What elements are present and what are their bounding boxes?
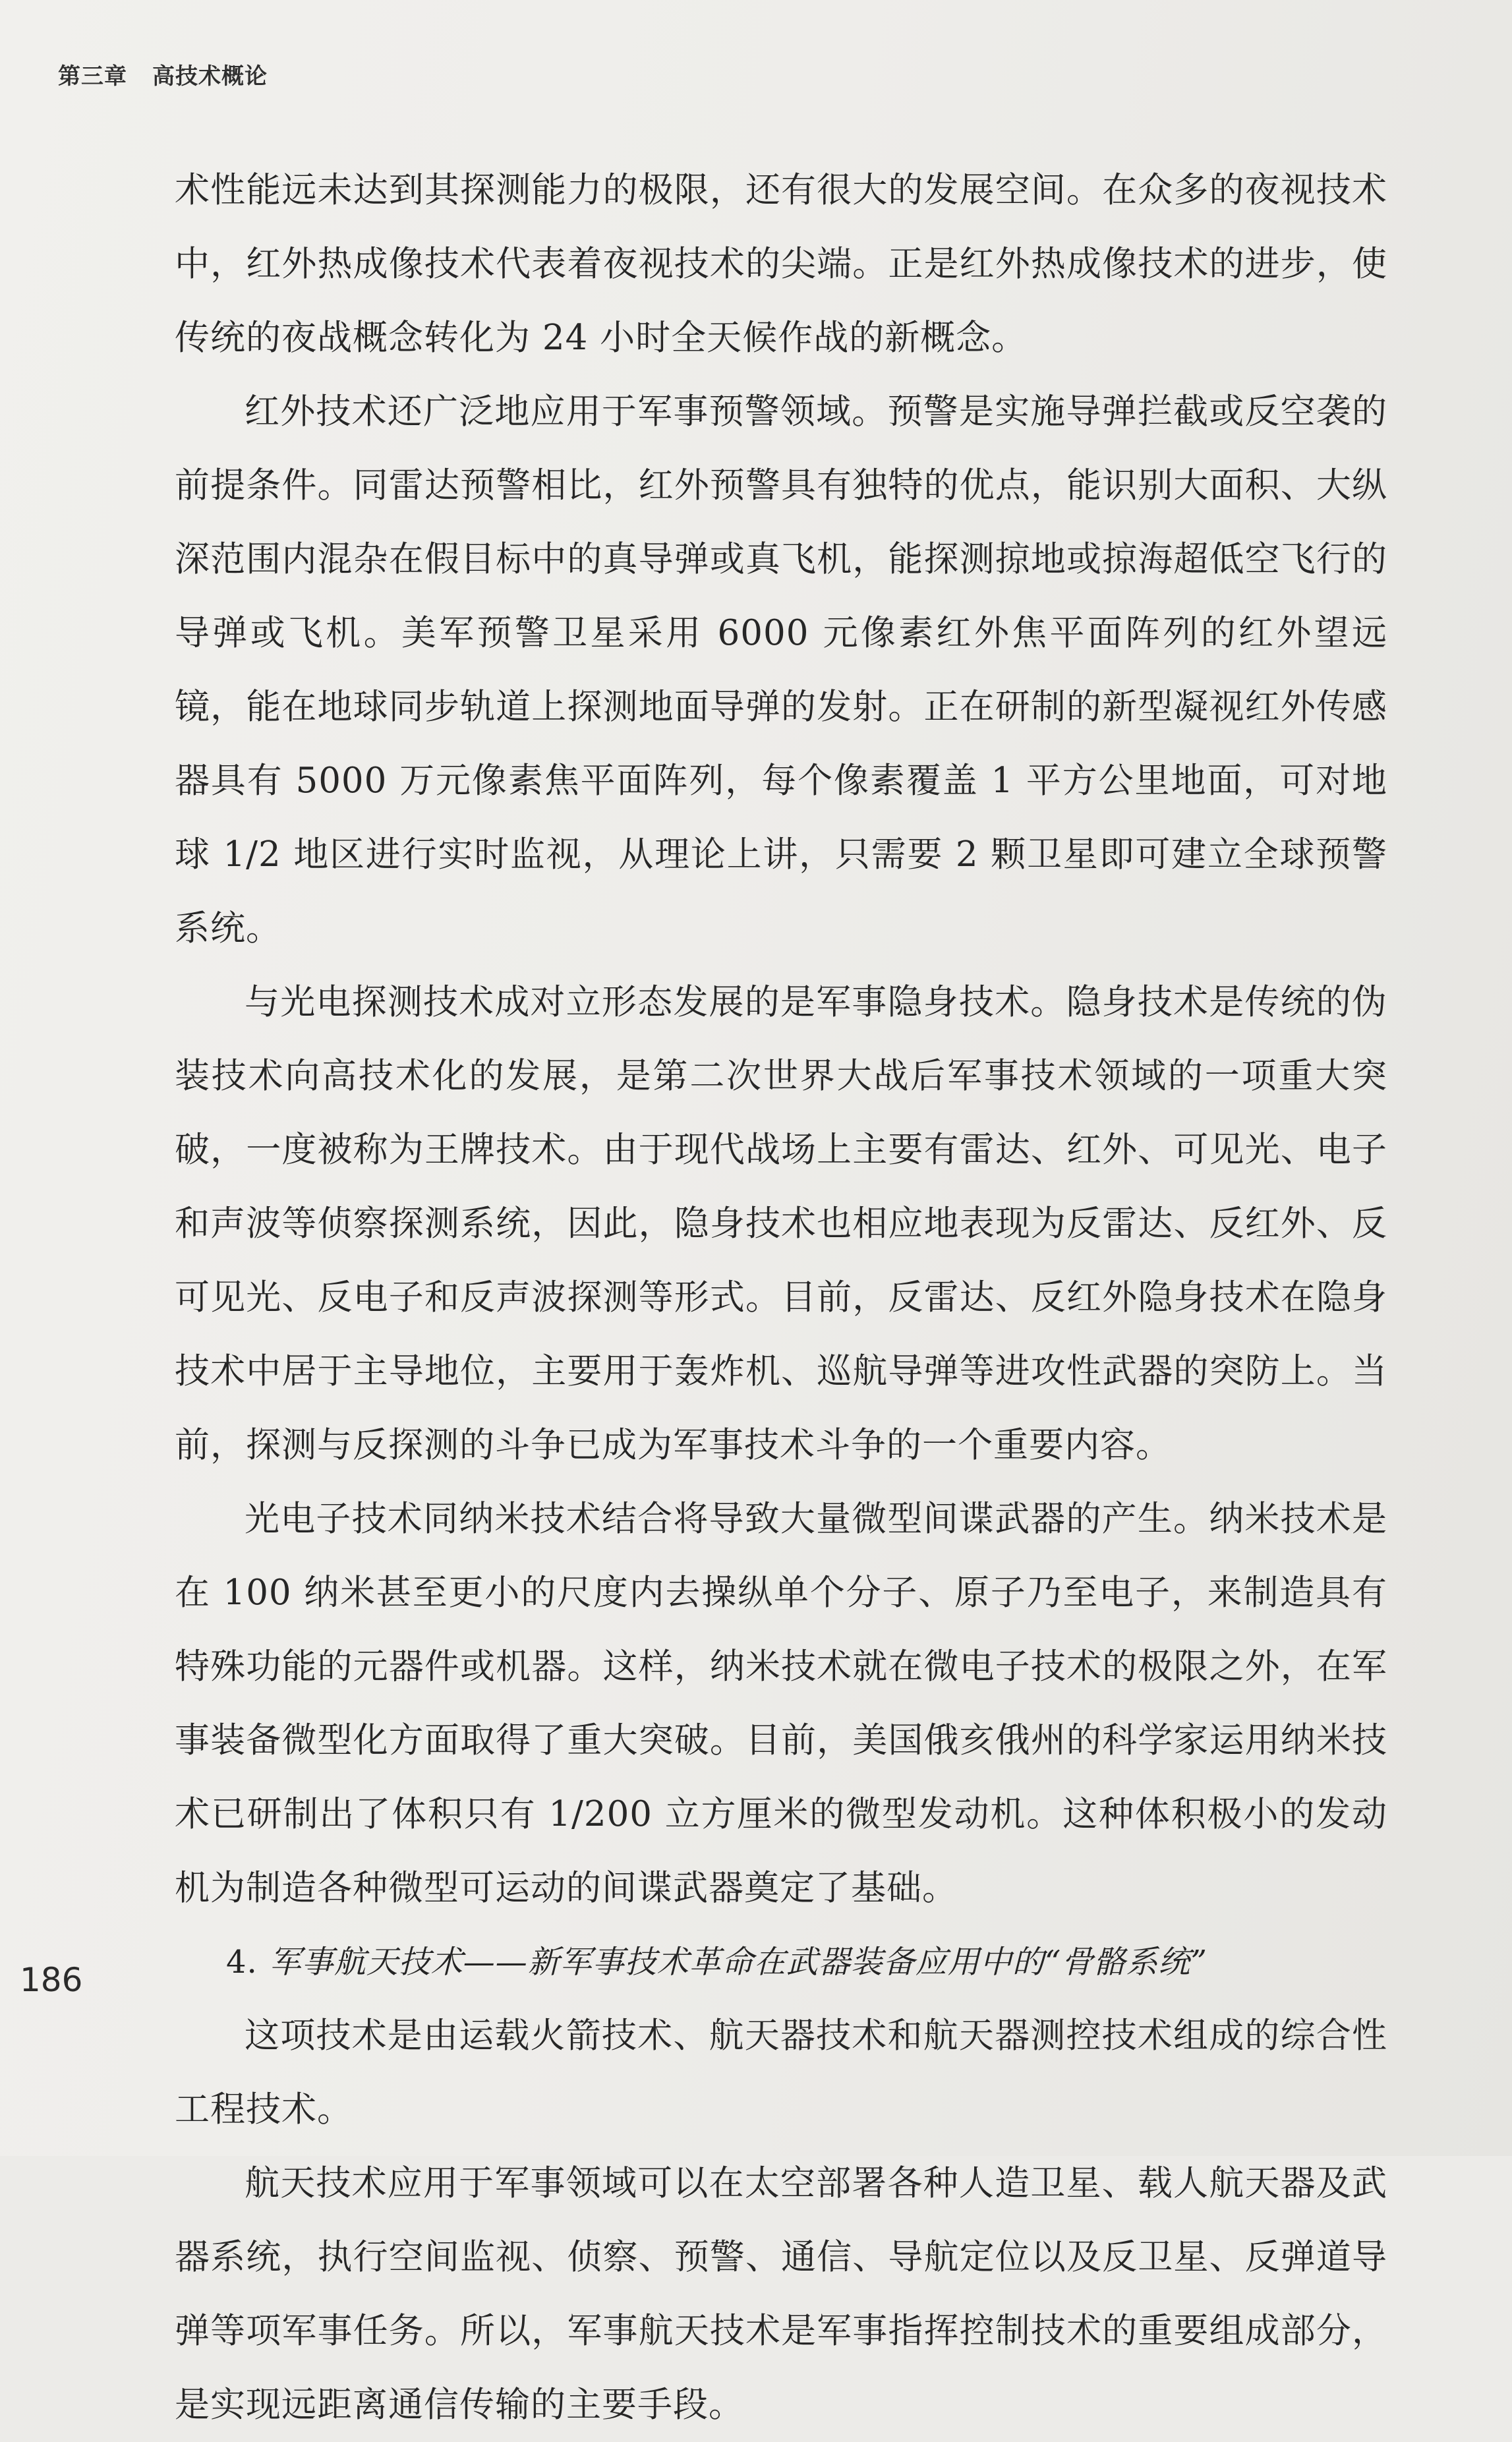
chapter-title: 高技术概论 [152, 63, 268, 90]
section-heading [175, 1925, 1387, 1999]
paragraph-space-tech-definition: 这项技术是由运载火箭技术、航天器技术和航天器测控技术组成的综合性工程技术。 [175, 2016, 1387, 2130]
page-number: 186 [20, 1961, 83, 1999]
paragraph-space-tech-applications: 航天技术应用于军事领域可以在太空部署各种人造卫星、载人航天器及武器系统，执行空间监视、侦察、预警、通信、导航定位以及反卫星、反弹道导弹等项军事任务。所以，军事航天技术是军事指挥控制技术的重要组成部分，是实现远距离通信传输的主要手段。 [175, 2163, 1387, 2425]
section-number: 4. [226, 1944, 258, 1981]
paragraph-stealth-technology: 与光电探测技术成对立形态发展的是军事隐身技术。隐身技术是传统的伪装技术向高技术化的发展，是第二次世界大战后军事技术领域的一项重大突破，一度被称为王牌技术。由于现代战场上主要有雷达、红外、可见光、电子和声波等侦察探测系统，因此，隐身技术也相应地表现为反雷达、反红外、反可见光、反电子和反声波探测等形式。目前，反雷达、反红外隐身技术在隐身技术中居于主导地位，主要用于轰炸机、巡航导弹等进攻性武器的突防上。当前，探测与反探测的斗争已成为军事技术斗争的一个重要内容。 [175, 982, 1387, 1465]
paragraph-infrared-early-warning: 红外技术还广泛地应用于军事预警领域。预警是实施导弹拦截或反空袭的前提条件。同雷达预警相比，红外预警具有独特的优点，能识别大面积、大纵深范围内混杂在假目标中的真导弹或真飞机，能探测掠地或掠海超低空飞行的导弹或飞机。美军预警卫星采用 6000 元像素红外焦平面阵列的红外望远镜，能在地球同步轨道上探测地面导弹的发射。正在研制的新型凝视红外传感器具有 5000 万元像素焦平面阵列，每个像素覆盖 1 平方公里地面，可对地球 1/2 地区进行实时监视，从理论上讲，只需要 2 颗卫星即可建立全球预警系统。 [175, 392, 1387, 948]
running-header [58, 58, 268, 90]
paragraph-continuation: 术性能远未达到其探测能力的极限，还有很大的发展空间。在众多的夜视技术中，红外热成像技术代表着夜视技术的尖端。正是红外热成像技术的进步，使传统的夜战概念转化为 24 小时全天候作战的新概念。 [175, 170, 1387, 358]
paragraph-nanotechnology: 光电子技术同纳米技术结合将导致大量微型间谍武器的产生。纳米技术是在 100 纳米甚至更小的尺度内去操纵单个分子、原子乃至电子，来制造具有特殊功能的元器件或机器。这样，纳米技术就在微电子技术的极限之外，在军事装备微型化方面取得了重大突破。目前，美国俄亥俄州的科学家运用纳米技术已研制出了体积只有 1/200 立方厘米的微型发动机。这种体积极小的发动机为制造各种微型可运动的间谍武器奠定了基础。 [175, 1499, 1387, 1908]
chapter-label: 第三章 [58, 63, 127, 90]
body-text [175, 154, 1387, 2442]
section-title: 军事航天技术——新军事技术革命在武器装备应用中的“骨骼系统” [269, 1944, 1207, 1981]
